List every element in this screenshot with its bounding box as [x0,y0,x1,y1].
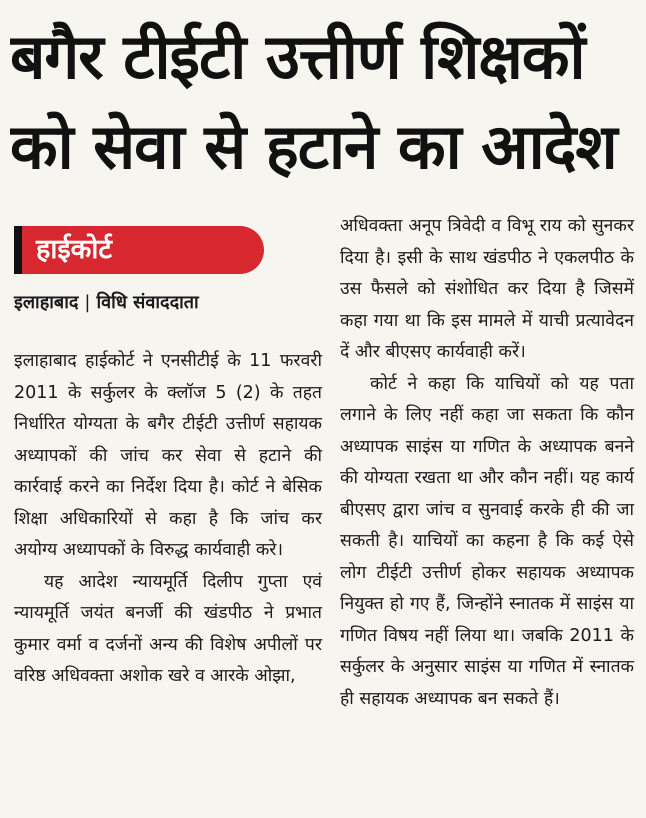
byline-spacer [14,318,322,346]
section-tag: हाईकोर्ट [14,226,264,274]
right-column [340,214,634,715]
byline [14,288,322,318]
byline-separator: | [84,292,91,313]
left-column [14,214,322,693]
headline-line-2: को सेवा से हटाने का आदेश [10,110,617,183]
headline [10,12,636,192]
article-paragraph: इलाहाबाद हाईकोर्ट ने एनसीटीई के 11 फरवरी 2011 के सर्कुलर के क्लॉज 5 (2) के तहत निर्धारित योग्यता के बगैर टीईटी उत्तीर्ण सहायक अध्यापकों की जांच कर सेवा से हटाने की कार्रवाई करने का निर्देश दिया है। कोर्ट ने बेसिक शिक्षा अधिकारियों से कहा है कि जांच कर अयोग्य अध्यापकों के विरुद्ध कार्यवाही करे। [14,351,322,560]
byline-reporter: विधि संवाददाता [96,292,199,313]
article-paragraph: यह आदेश न्यायमूर्ति दिलीप गुप्ता एवं न्यायमूर्ति जयंत बनर्जी की खंडपीठ ने प्रभात कुमार वर्मा व दर्जनों अन्य की विशेष अपीलों पर वरिष्ठ अधिवक्ता अशोक खरे व आरके ओझा, [14,571,322,686]
article-paragraph: अधिवक्ता अनूप त्रिवेदी व विभू राय को सुनकर दिया है। इसी के साथ खंडपीठ ने एकलपीठ के उस फैसले को संशोधित कर दिया है जिसमें कहा गया था कि इस मामले में याची प्रत्यावेदन दें और बीएसए कार्यवाही करें। [340,216,634,362]
article-paragraph: कोर्ट ने कहा कि याचियों को यह पता लगाने के लिए नहीं कहा जा सकता कि कौन अध्यापक साइंस या गणित के अध्यापक बनने की योग्यता रखता था और कौन नहीं। यह कार्य बीएसए द्वारा जांच व सुनवाई करके ही की जा सकती है। याचियों का कहना है कि कई ऐसे लोग टीईटी उत्तीर्ण होकर सहायक अध्यापक नियुक्त हो गए हैं, जिन्होंने स्नातक में साइंस या गणित विषय नहीं लिया था। जबकि 2011 के सर्कुलर के अनुसार साइंस या गणित में स्नातक ही सहायक अध्यापक बन सकते हैं। [340,373,634,709]
headline-line-1: बगैर टीईटी उत्तीर्ण शिक्षकों [10,20,585,93]
byline-city: इलाहाबाद [14,292,79,313]
